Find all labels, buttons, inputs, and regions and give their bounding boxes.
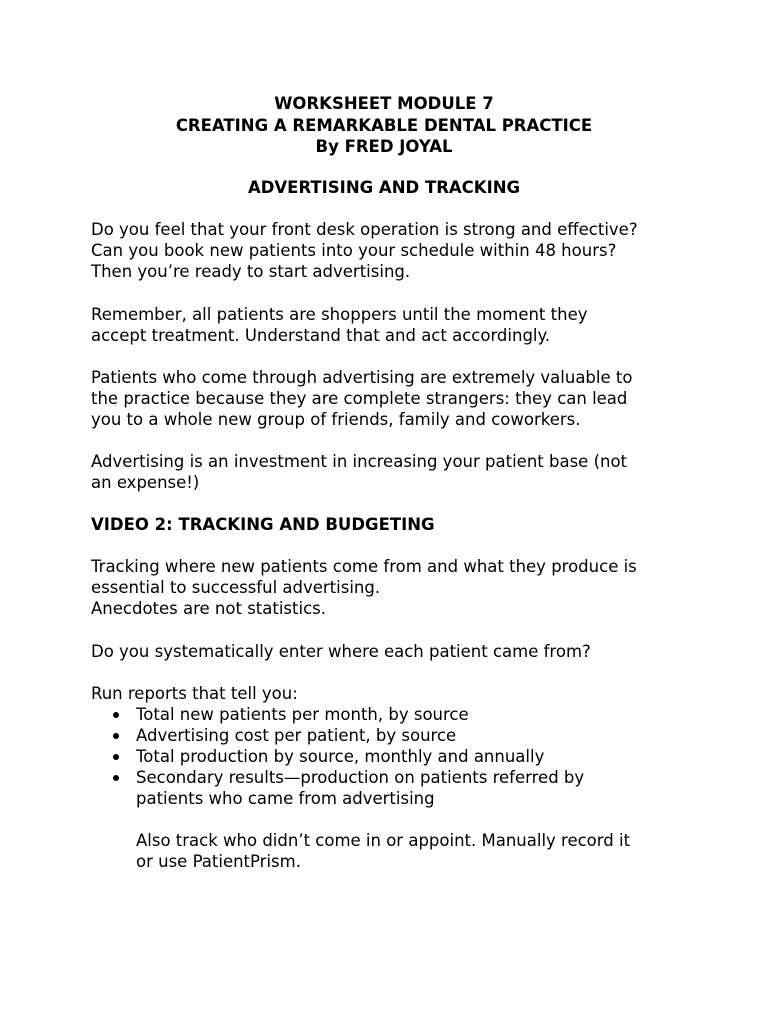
bullet-icon bbox=[113, 712, 119, 718]
list-item bbox=[91, 704, 691, 725]
paragraph-shoppers bbox=[91, 304, 691, 346]
list-item bbox=[91, 746, 691, 767]
list-item-text: Total production by source, monthly and annually bbox=[136, 747, 545, 766]
paragraph-reports-intro bbox=[91, 683, 691, 704]
list-item bbox=[91, 767, 691, 809]
document-header bbox=[0, 93, 768, 158]
paragraph-line: Also track who didn’t come in or appoint. Manually record it bbox=[136, 831, 631, 850]
paragraph-valuable-patients bbox=[91, 367, 691, 430]
paragraph-also-track bbox=[136, 830, 736, 872]
question-text: Do you systematically enter where each patient came from? bbox=[91, 642, 591, 661]
course-title: CREATING A REMARKABLE DENTAL PRACTICE bbox=[175, 115, 593, 135]
list-item-text: Secondary results—production on patients referred by bbox=[136, 768, 585, 787]
paragraph-line: Remember, all patients are shoppers until the moment they bbox=[91, 305, 588, 324]
paragraph-line: Anecdotes are not statistics. bbox=[91, 599, 326, 618]
list-item-text: patients who came from advertising bbox=[136, 789, 435, 808]
list-item bbox=[91, 725, 691, 746]
bullet-icon bbox=[113, 754, 119, 760]
paragraph-front-desk bbox=[91, 219, 691, 282]
author-line: By FRED JOYAL bbox=[315, 137, 453, 156]
paragraph-line: accept treatment. Understand that and act accordingly. bbox=[91, 326, 551, 345]
paragraph-line: essential to successful advertising. bbox=[91, 578, 381, 597]
paragraph-line: Tracking where new patients come from and what they produce is bbox=[91, 557, 637, 576]
paragraph-line: Advertising is an investment in increasing your patient base (not bbox=[91, 452, 628, 471]
bullet-icon bbox=[113, 775, 119, 781]
bullet-icon bbox=[113, 733, 119, 739]
paragraph-line: you to a whole new group of friends, family and coworkers. bbox=[91, 410, 581, 429]
paragraph-line: the practice because they are complete strangers: they can lead bbox=[91, 389, 628, 408]
paragraph-line: Can you book new patients into your schedule within 48 hours? bbox=[91, 241, 617, 260]
paragraph-investment bbox=[91, 451, 691, 493]
worksheet-title: WORKSHEET MODULE 7 bbox=[274, 94, 494, 113]
list-item-text: Advertising cost per patient, by source bbox=[136, 726, 457, 745]
paragraph-line: or use PatientPrism. bbox=[136, 852, 301, 871]
paragraph-line: Patients who come through advertising are extremely valuable to bbox=[91, 368, 633, 387]
paragraph-line: Then you’re ready to start advertising. bbox=[91, 262, 411, 281]
paragraph-tracking bbox=[91, 556, 691, 619]
paragraph-question bbox=[91, 641, 691, 662]
reports-intro-text: Run reports that tell you: bbox=[91, 684, 298, 703]
paragraph-line: an expense!) bbox=[91, 473, 200, 492]
list-item-text: Total new patients per month, by source bbox=[136, 705, 469, 724]
paragraph-line: Do you feel that your front desk operation is strong and effective? bbox=[91, 220, 638, 239]
reports-bullet-list bbox=[91, 704, 691, 809]
section-title: ADVERTISING AND TRACKING bbox=[247, 178, 521, 197]
video-heading: VIDEO 2: TRACKING AND BUDGETING bbox=[91, 515, 435, 534]
